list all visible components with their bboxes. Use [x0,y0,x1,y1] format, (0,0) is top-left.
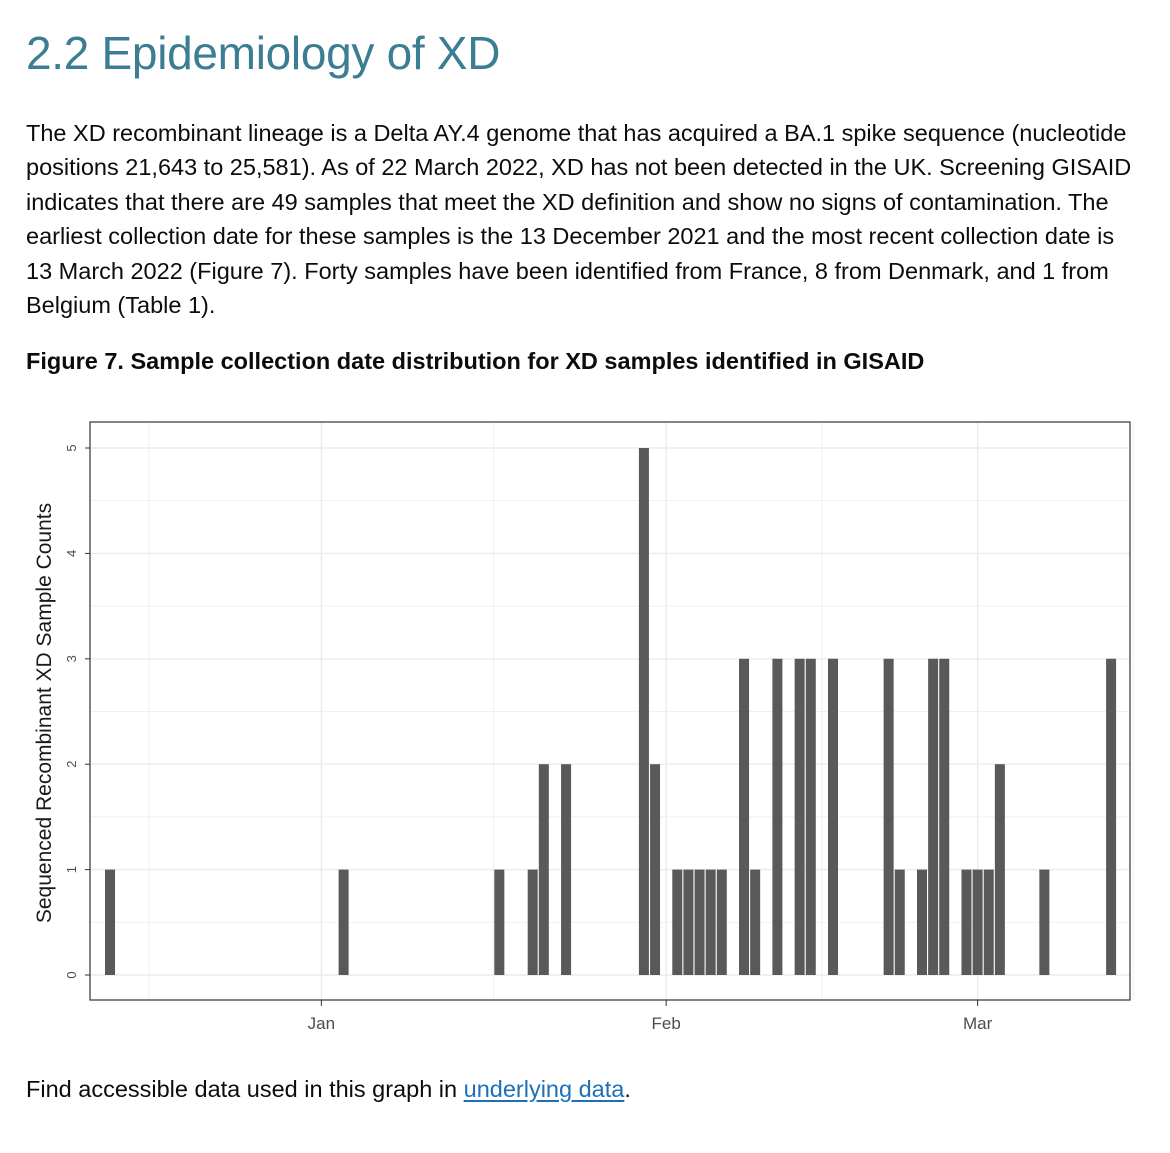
bar-2022-01-23 [561,764,571,975]
bar-2022-03-03 [995,764,1005,975]
bar-2021-12-13 [105,870,115,975]
y-tick-label: 5 [64,444,79,452]
bar-2022-02-24 [917,870,927,975]
underlying-data-link[interactable]: underlying data [463,1076,625,1102]
bar-2022-02-21 [884,659,894,975]
footnote [26,1076,631,1103]
bar-2022-02-22 [895,870,905,975]
footnote-period: . [624,1076,631,1102]
bar-2022-01-20 [528,870,538,975]
bar-2022-02-11 [772,659,782,975]
x-tick-label-feb: Feb [651,1014,681,1033]
section-heading: 2.2 Epidemiology of XD [26,27,501,79]
y-tick-label: 2 [64,760,79,768]
y-axis [64,444,90,978]
y-tick-label: 1 [64,865,79,874]
bar-2022-02-09 [750,870,760,975]
bar-2022-02-04 [695,870,705,975]
body-paragraph: The XD recombinant lineage is a Delta AY.4 genome that has acquired a BA.1 spike sequence (nucleotide positions 21,643 to 25,581). As of 22 March 2022, XD has not been detected in the UK. Screening GISAID indicates that there are 49 samples that meet the XD definition and show no signs of contamination. The earliest collection date for these samples is the 13 December 2021 and the most recent collection date is 13 March 2022 (Figure 7). Forty samples have been identified from France, 8 from Denmark, and 1 from Belgium (Table 1). [26,120,1132,319]
bar-2022-01-21 [539,764,549,975]
bar-2022-03-13 [1106,659,1116,975]
bar-2022-02-05 [706,870,716,975]
bar-2022-02-06 [717,870,727,975]
bar-2022-02-08 [739,659,749,975]
bar-2022-02-03 [683,870,693,975]
bar-2022-03-01 [973,870,983,975]
bar-2022-01-30 [639,448,649,975]
bar-2022-01-31 [650,764,660,975]
x-axis [308,1000,993,1033]
bar-2022-02-13 [795,659,805,975]
bar-2022-02-25 [928,659,938,975]
bar-2022-02-16 [828,659,838,975]
x-tick-label-jan: Jan [307,1014,336,1033]
y-tick-label: 0 [64,971,79,979]
y-tick-label: 3 [64,655,79,663]
bar-2022-02-26 [939,659,949,975]
x-tick-label-mar: Mar [962,1014,993,1033]
collection-date-bar-chart [0,400,1170,1050]
y-tick-label: 4 [64,549,79,558]
bar-2022-02-14 [806,659,816,975]
footnote-text: Find accessible data used in this graph in [26,1076,464,1102]
y-axis-label: Sequenced Recombinant XD Sample Counts [33,502,56,924]
bar-2022-01-03 [339,870,349,975]
bar-2022-02-02 [672,870,682,975]
figure-title: Figure 7. Sample collection date distribution for XD samples identified in GISAID [26,348,925,374]
bar-2022-03-02 [984,870,994,975]
bar-2022-03-07 [1039,870,1049,975]
bar-2022-01-17 [494,870,504,975]
bar-2022-02-28 [961,870,971,975]
